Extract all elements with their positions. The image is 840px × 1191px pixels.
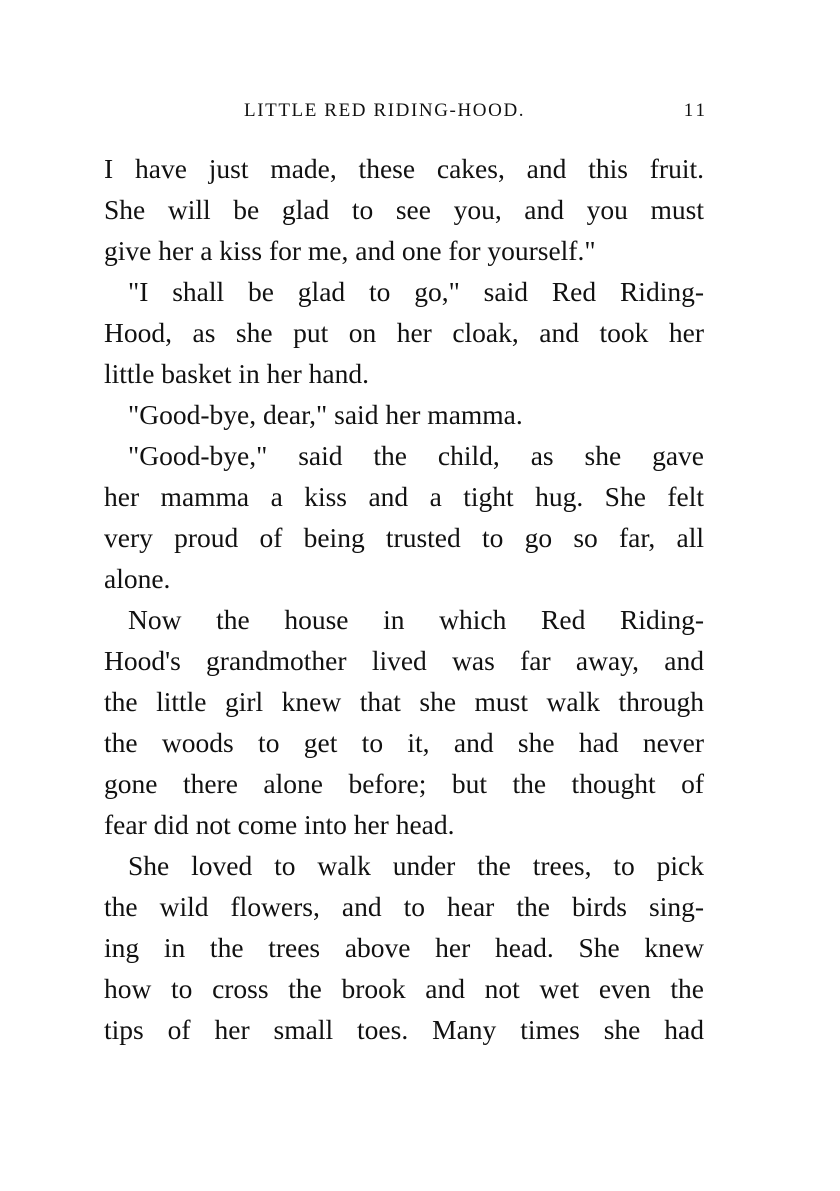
text-line: Hood's grandmother lived was far away, and bbox=[104, 645, 704, 676]
text-line: how to cross the brook and not wet even the bbox=[104, 973, 704, 1004]
text-line: the little girl knew that she must walk through bbox=[104, 686, 704, 717]
body-text bbox=[104, 148, 704, 1050]
text-line: the woods to get to it, and she had never bbox=[104, 727, 704, 758]
text-line: Hood, as she put on her cloak, and took her bbox=[104, 317, 704, 348]
text-line: fear did not come into her head. bbox=[104, 809, 455, 840]
text-line: She loved to walk under the trees, to pick bbox=[128, 850, 704, 881]
text-line: her mamma a kiss and a tight hug. She felt bbox=[104, 481, 704, 512]
text-line: She will be glad to see you, and you must bbox=[104, 194, 704, 225]
text-line: little basket in her hand. bbox=[104, 358, 369, 389]
running-head bbox=[104, 96, 708, 126]
text-line: I have just made, these cakes, and this fruit. bbox=[104, 153, 704, 184]
running-title: LITTLE RED RIDING-HOOD. bbox=[244, 100, 526, 121]
text-line: the wild flowers, and to hear the birds sing- bbox=[104, 891, 704, 922]
text-line: "Good-bye," said the child, as she gave bbox=[128, 440, 704, 471]
text-line: gone there alone before; but the thought of bbox=[104, 768, 704, 799]
page-number: 11 bbox=[683, 100, 708, 121]
text-line: ing in the trees above her head. She knew bbox=[104, 932, 704, 963]
text-line: very proud of being trusted to go so far, all bbox=[104, 522, 704, 553]
text-line: "I shall be glad to go," said Red Riding- bbox=[128, 276, 704, 307]
text-line: Now the house in which Red Riding- bbox=[128, 604, 704, 635]
text-line: alone. bbox=[104, 563, 171, 594]
text-line: tips of her small toes. Many times she had bbox=[104, 1014, 704, 1045]
text-line: give her a kiss for me, and one for yourself." bbox=[104, 235, 596, 266]
text-line: "Good-bye, dear," said her mamma. bbox=[128, 399, 523, 430]
